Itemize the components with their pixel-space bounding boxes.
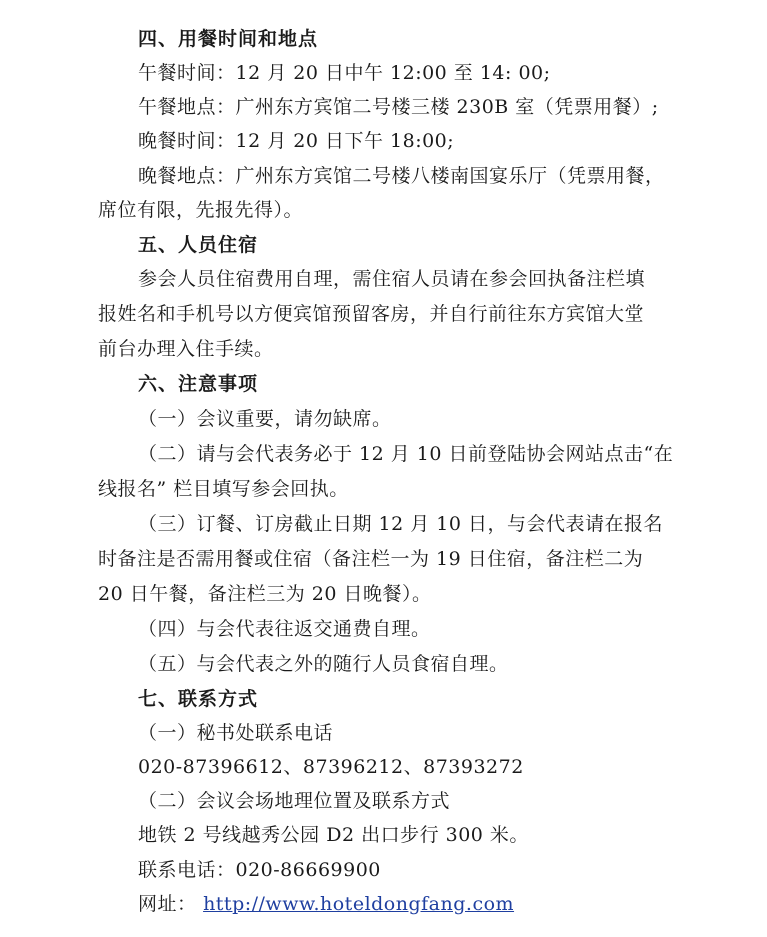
lunch-location-line: 午餐地点：广州东方宾馆二号楼三楼 230B 室（凭票用餐）; [138, 96, 659, 118]
secretariat-phone-numbers: 020-87396612、87396212、87393272 [138, 756, 524, 778]
venue-location-label: （二）会议会场地理位置及联系方式 [138, 790, 451, 812]
notice-item-1: （一）会议重要，请勿缺席。 [138, 408, 392, 430]
venue-phone: 联系电话：020-86669900 [138, 859, 381, 881]
lodging-paragraph-line-2: 报姓名和手机号以方便宾馆预留客房，并自行前往东方宾馆大堂 [98, 303, 645, 325]
metro-directions: 地铁 2 号线越秀公园 D2 出口步行 300 米。 [138, 824, 529, 846]
notice-item-4: （四）与会代表往返交通费自理。 [138, 618, 431, 640]
notice-item-3-line-2: 时备注是否需用餐或住宿（备注栏一为 19 日住宿，备注栏二为 [98, 548, 644, 570]
lodging-paragraph-line-1: 参会人员住宿费用自理，需住宿人员请在参会回执备注栏填 [138, 268, 646, 290]
website-line [138, 891, 514, 917]
notice-item-2-line-1: （二）请与会代表务必于 12 月 10 日前登陆协会网站点击“在 [138, 443, 674, 465]
section-6-heading: 六、注意事项 [138, 373, 259, 395]
website-label: 网址： [138, 893, 197, 915]
section-5-heading: 五、人员住宿 [138, 234, 259, 256]
notice-item-5: （五）与会代表之外的随行人员食宿自理。 [138, 653, 509, 675]
dinner-location-line-cont: 席位有限，先报先得）。 [98, 199, 304, 221]
dinner-time-line: 晚餐时间：12 月 20 日下午 18:00; [138, 130, 455, 152]
notice-item-3-line-1: （三）订餐、订房截止日期 12 月 10 日，与会代表请在报名 [138, 513, 664, 535]
notice-item-2-line-2: 线报名” 栏目填写参会回执。 [98, 478, 349, 500]
website-link[interactable]: http://www.hoteldongfang.com [203, 893, 515, 915]
section-7-heading: 七、联系方式 [138, 688, 259, 710]
lunch-time-line: 午餐时间：12 月 20 日中午 12:00 至 14: 00; [138, 62, 551, 84]
notice-item-3-line-3: 20 日午餐，备注栏三为 20 日晚餐）。 [98, 583, 432, 605]
section-4-heading: 四、用餐时间和地点 [138, 28, 319, 50]
dinner-location-line: 晚餐地点：广州东方宾馆二号楼八楼南国宴乐厅（凭票用餐， [138, 165, 665, 187]
secretariat-phone-label: （一）秘书处联系电话 [138, 722, 334, 744]
lodging-paragraph-line-3: 前台办理入住手续。 [98, 338, 274, 360]
